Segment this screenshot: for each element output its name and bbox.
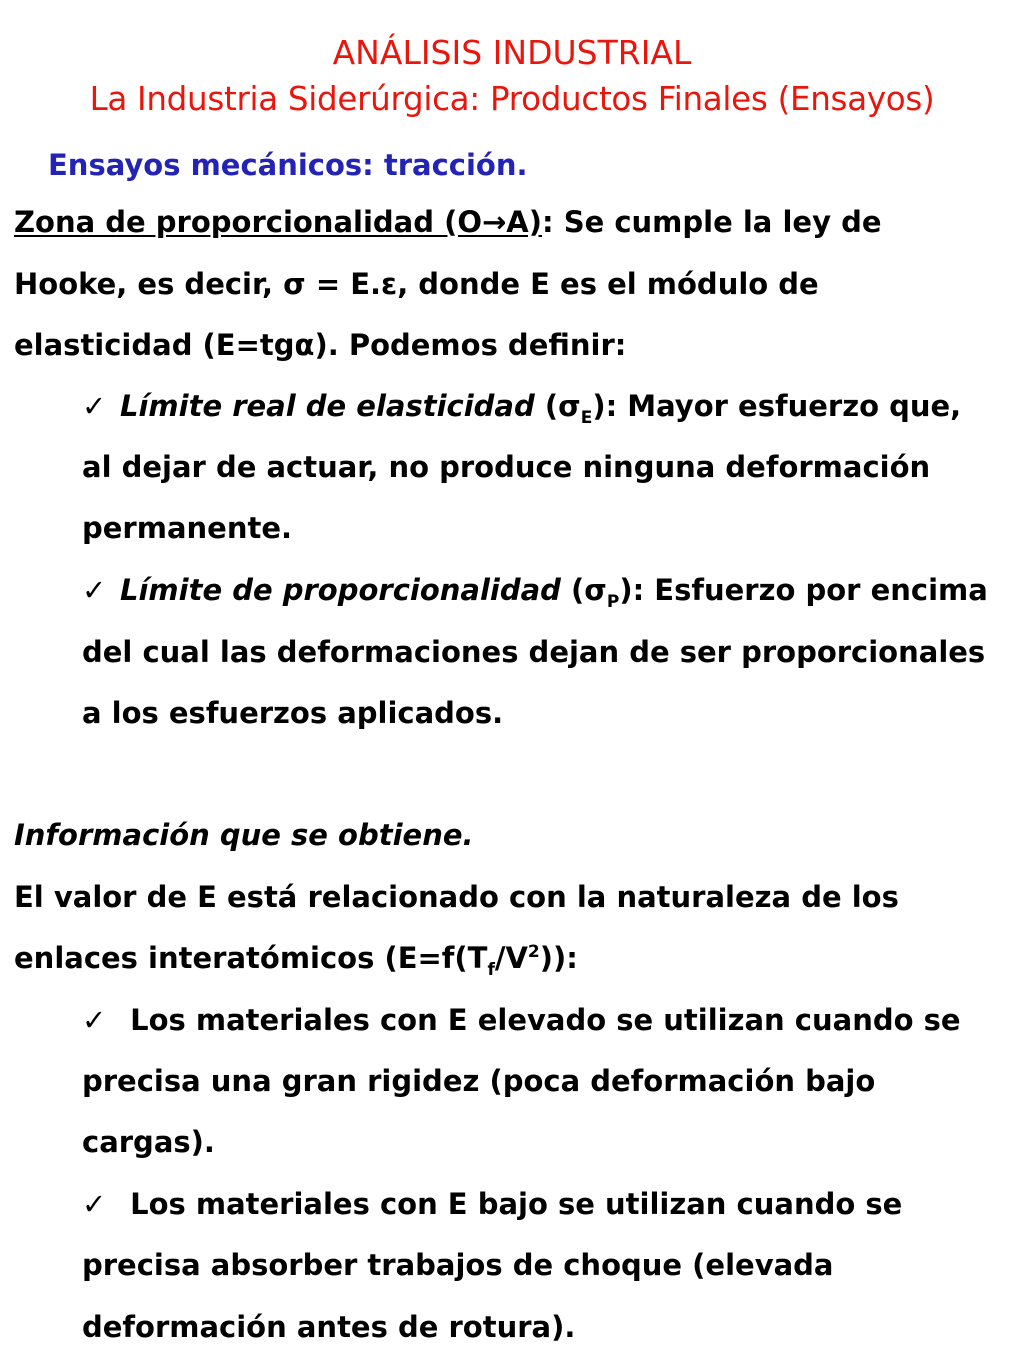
text-span: Los materiales con E elevado se utilizan cuando se [120, 1003, 961, 1037]
text-line: permanente. [82, 511, 293, 545]
text-line: del cual las deformaciones dejan de ser proporcionales [82, 635, 986, 669]
info-heading: Información que se obtiene. [14, 818, 474, 852]
check-icon: ✓ [82, 573, 107, 607]
slide-subtitle: La Industria Siderúrgica: Productos Finales (Ensayos) [89, 80, 935, 118]
check-icon: ✓ [82, 389, 107, 423]
bullet-item [82, 573, 988, 612]
text-span: )): [539, 941, 578, 975]
text-span: ): Mayor esfuerzo que, [592, 389, 962, 423]
text-line: precisa absorber trabajos de choque (elevada [82, 1248, 834, 1282]
superscript: 2 [527, 942, 540, 962]
text-line: deformación antes de rotura). [82, 1310, 576, 1344]
text-line: al dejar de actuar, no produce ninguna deformación [82, 450, 931, 484]
text-span: enlaces interatómicos (E=f(T [14, 941, 488, 975]
text-line: precisa una gran rigidez (poca deformación bajo [82, 1064, 876, 1098]
subscript: P [606, 592, 620, 612]
bullet-term: Límite real de elasticidad [120, 389, 535, 423]
text-line: cargas). [82, 1125, 215, 1159]
text-line [14, 205, 882, 239]
bullet-term: Límite de proporcionalidad [120, 573, 561, 607]
text-line: El valor de E está relacionado con la naturaleza de los [14, 880, 899, 914]
text-line: Hooke, es decir, σ = E.ε, donde E es el módulo de [14, 267, 819, 301]
text-span: : Se cumple la ley de [542, 205, 882, 239]
text-span: Los materiales con E bajo se utilizan cuando se [120, 1187, 903, 1221]
check-icon: ✓ [82, 1187, 107, 1221]
subscript: f [487, 960, 495, 980]
slide-title: ANÁLISIS INDUSTRIAL [332, 33, 692, 72]
text-span: (σ [534, 389, 581, 423]
bullet-item [82, 1187, 903, 1221]
text-span: /V [494, 941, 528, 975]
text-line: elasticidad (E=tgα). Podemos definir: [14, 328, 627, 362]
text-line [14, 941, 578, 980]
text-span: ): Esfuerzo por encima [619, 573, 988, 607]
section-heading: Ensayos mecánicos: tracción. [48, 148, 528, 182]
bullet-item [82, 389, 962, 428]
underlined-term: Zona de proporcionalidad (O→A) [14, 205, 542, 239]
bullet-item [82, 1003, 961, 1037]
subscript: E [580, 408, 593, 428]
check-icon: ✓ [82, 1003, 107, 1037]
text-line: a los esfuerzos aplicados. [82, 696, 504, 730]
text-span: (σ [560, 573, 607, 607]
